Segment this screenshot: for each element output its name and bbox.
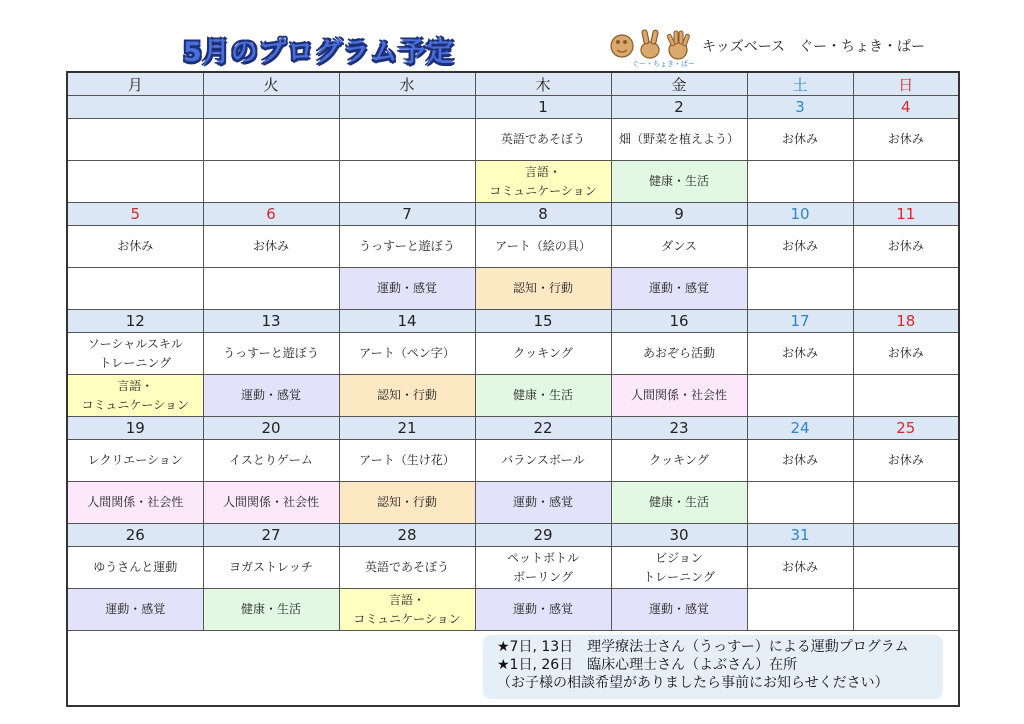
category-label: 人間関係・社会性 [222,495,319,509]
category-label: 運動・感覚 [648,602,709,616]
category-label: 認知・行動 [376,388,437,402]
date-row [67,203,959,226]
category-label: コミュニケーション [489,183,597,198]
activity-label: アート（生け花） [359,453,455,467]
activity-cell [853,119,959,161]
category-cell [475,482,611,524]
activity-cell [611,547,747,589]
note-line: ★7日, 13日 理学療法士さん（うっすー）による運動プログラム [497,639,909,655]
activity-cell [203,226,339,268]
date-cell [203,96,339,119]
activity-label: ダンス [661,239,697,253]
activity-label: あおぞら活動 [642,346,715,360]
category-label: 運動・感覚 [648,281,709,295]
date-row [67,417,959,440]
category-row [67,482,959,524]
category-cell [611,589,747,631]
date-cell: 7 [339,203,475,226]
activity-row [67,226,959,268]
activity-cell [611,440,747,482]
date-cell: 14 [339,310,475,333]
date-cell: 28 [339,524,475,547]
activity-label: レクリエーション [87,453,183,467]
weekday-sat: 土 [747,72,853,96]
date-cell: 4 [853,96,959,119]
category-cell [611,161,747,203]
date-cell: 30 [611,524,747,547]
weekday-sun: 日 [853,72,959,96]
activity-row [67,333,959,375]
weekday-fri: 金 [611,72,747,96]
activity-label: ペットボトル [506,550,579,565]
date-cell: 29 [475,524,611,547]
date-row [67,96,959,119]
category-cell [203,482,339,524]
category-label: 運動・感覚 [512,602,573,616]
activity-cell [747,333,853,375]
category-cell [339,482,475,524]
category-label: 言語・ [388,592,425,607]
date-cell [339,96,475,119]
notes-cell [67,631,959,707]
date-cell: 27 [203,524,339,547]
activity-label: 畑（野菜を植えよう） [618,132,739,146]
activity-cell [203,333,339,375]
activity-label: お休み [781,239,818,253]
category-cell [475,161,611,203]
activity-cell [203,119,339,161]
category-cell [67,482,203,524]
category-cell [67,161,203,203]
activity-label: お休み [887,239,924,253]
category-cell [611,482,747,524]
activity-cell [853,333,959,375]
category-label: コミュニケーション [353,611,461,626]
activity-cell [67,547,203,589]
logo-caption: ぐー・ちょき・ぱー [632,60,695,68]
activity-label: うっすーと遊ぼう [223,346,319,360]
category-cell [67,589,203,631]
date-row [67,310,959,333]
category-cell [747,268,853,310]
date-cell: 6 [203,203,339,226]
date-cell: 5 [67,203,203,226]
date-cell: 3 [747,96,853,119]
category-cell [67,268,203,310]
date-cell: 8 [475,203,611,226]
date-cell: 21 [339,417,475,440]
date-cell: 25 [853,417,959,440]
activity-label: トレーニング [99,355,172,370]
category-cell [747,375,853,417]
category-label: 認知・行動 [376,495,437,509]
activity-label: お休み [887,132,924,146]
activity-cell [611,226,747,268]
category-label: 健康・生活 [648,174,709,188]
activity-label: クッキング [649,453,709,467]
activity-label: バランスボール [501,453,585,467]
date-cell: 23 [611,417,747,440]
activity-label: お休み [887,453,924,467]
activity-row [67,440,959,482]
category-cell [611,268,747,310]
activity-cell [611,333,747,375]
category-cell [611,375,747,417]
date-cell: 31 [747,524,853,547]
category-cell [203,268,339,310]
category-row [67,375,959,417]
category-label: 人間関係・社会性 [630,388,727,402]
date-cell: 20 [203,417,339,440]
category-cell [475,268,611,310]
category-label: 健康・生活 [648,495,709,509]
date-cell: 2 [611,96,747,119]
activity-cell [475,119,611,161]
date-cell: 24 [747,417,853,440]
category-label: 運動・感覚 [105,602,166,616]
weekday-mon: 月 [67,72,203,96]
activity-label: お休み [781,453,818,467]
note-line: ★1日, 26日 臨床心理士さん（よぶさん）在所 [497,657,798,673]
category-label: 運動・感覚 [376,281,437,295]
category-cell [67,375,203,417]
category-cell [203,589,339,631]
date-cell: 10 [747,203,853,226]
activity-cell [339,333,475,375]
rock-hand-icon [611,35,633,57]
scissors-hand-icon [641,30,659,58]
activity-cell [611,119,747,161]
activity-label: お休み [781,132,818,146]
activity-cell [853,226,959,268]
category-label: 健康・生活 [512,388,573,402]
activity-label: お休み [887,346,924,360]
activity-cell [475,333,611,375]
activity-label: お休み [252,239,289,253]
activity-cell [339,119,475,161]
activity-cell [475,226,611,268]
weekday-header-row [67,72,959,96]
note-line: （お子様の相談希望がありましたら事前にお知らせください） [497,675,889,691]
weekday-wed: 水 [339,72,475,96]
date-cell: 18 [853,310,959,333]
category-label: コミュニケーション [81,397,189,412]
category-cell [747,482,853,524]
page-title: 5月のプログラム予定 [183,37,455,68]
paper-hand-icon [667,31,690,59]
weekday-tue: 火 [203,72,339,96]
activity-cell [747,226,853,268]
activity-label: ソーシャルスキル [87,336,183,351]
category-label: 運動・感覚 [240,388,301,402]
date-cell: 16 [611,310,747,333]
activity-cell [203,547,339,589]
category-label: 言語・ [524,164,561,179]
category-row [67,589,959,631]
notes-box [483,635,943,699]
notes-row [67,631,959,707]
date-cell: 12 [67,310,203,333]
date-cell: 19 [67,417,203,440]
category-label: 言語・ [117,378,154,393]
date-cell: 9 [611,203,747,226]
category-cell [853,268,959,310]
category-label: 人間関係・社会性 [87,495,184,509]
activity-label: お休み [781,346,818,360]
weekday-thu: 木 [475,72,611,96]
activity-cell [67,226,203,268]
activity-cell [339,547,475,589]
category-cell [853,161,959,203]
activity-row [67,547,959,589]
activity-label: ボーリング [513,569,573,584]
category-cell [339,161,475,203]
organization-name: キッズベース ぐー・ちょき・ぱー [702,39,926,55]
date-cell: 26 [67,524,203,547]
category-label: 運動・感覚 [512,495,573,509]
activity-label: トレーニング [643,569,715,584]
activity-cell [853,547,959,589]
category-row [67,268,959,310]
category-cell [339,268,475,310]
activity-cell [203,440,339,482]
activity-label: お休み [781,560,818,574]
activity-cell [67,333,203,375]
category-row [67,161,959,203]
activity-cell [339,226,475,268]
date-cell: 11 [853,203,959,226]
category-cell [339,589,475,631]
date-cell [853,524,959,547]
activity-label: ヨガストレッチ [229,560,313,574]
category-label: 健康・生活 [240,602,301,616]
activity-cell [475,440,611,482]
category-cell [203,375,339,417]
activity-cell [747,119,853,161]
activity-cell [475,547,611,589]
activity-label: クッキング [513,346,573,360]
activity-label: ビジョン [655,550,703,565]
activity-label: うっすーと遊ぼう [359,239,455,253]
activity-cell [67,119,203,161]
date-cell: 15 [475,310,611,333]
category-cell [339,375,475,417]
category-cell [475,589,611,631]
activity-cell [853,440,959,482]
category-cell [853,482,959,524]
activity-cell [67,440,203,482]
activity-cell [339,440,475,482]
date-row [67,524,959,547]
activity-label: 英語であそぼう [500,132,585,146]
monthly-calendar [66,71,960,707]
category-cell [853,375,959,417]
date-cell [67,96,203,119]
date-cell: 1 [475,96,611,119]
activity-label: お休み [117,239,154,253]
activity-label: アート（絵の具） [495,239,591,253]
activity-label: 英語であそぼう [364,560,449,574]
category-cell [475,375,611,417]
category-cell [203,161,339,203]
date-cell: 17 [747,310,853,333]
activity-label: イスとりゲーム [229,453,313,467]
activity-cell [747,440,853,482]
activity-row [67,119,959,161]
category-label: 認知・行動 [512,281,573,295]
category-cell [747,161,853,203]
activity-label: ゆうさんと運動 [93,560,178,574]
activity-label: アート（ペン字） [359,346,455,360]
activity-cell [747,547,853,589]
category-cell [747,589,853,631]
category-cell [853,589,959,631]
date-cell: 13 [203,310,339,333]
date-cell: 22 [475,417,611,440]
